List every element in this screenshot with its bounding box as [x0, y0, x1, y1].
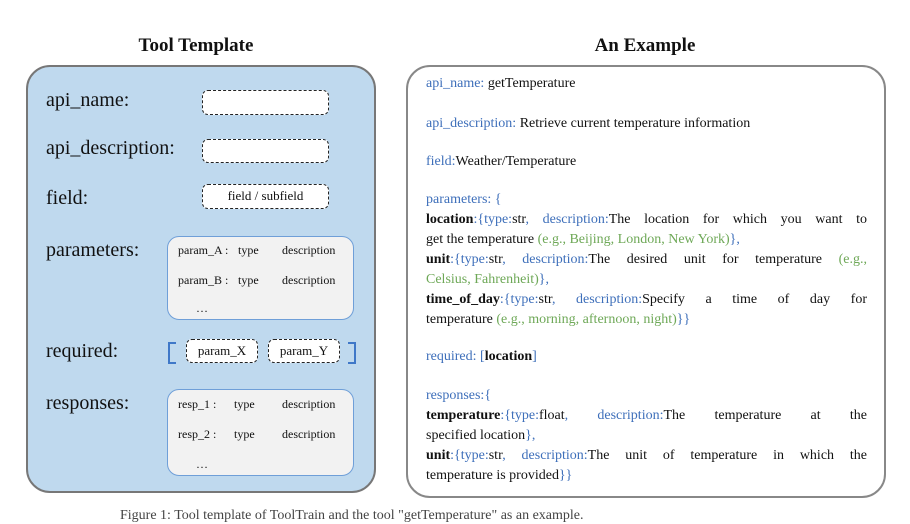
resp-type: type: [234, 427, 255, 441]
example-time-of-day-line1: time_of_day:{type:str, description:Specify a time of day for: [426, 292, 867, 307]
api-name-label: api_name:: [46, 89, 130, 111]
resp-desc: description: [282, 427, 336, 441]
param-name: param_A :: [178, 243, 229, 257]
resp-ellipsis: …: [196, 457, 208, 471]
param-desc: description: [282, 273, 336, 287]
example-resp-unit-line1: unit:{type:str, description:The unit of temperature in which the: [426, 448, 867, 463]
api-name-slot: [202, 90, 329, 115]
example-temperature-line1: temperature:{type:float, description:The temperature at the: [426, 408, 867, 423]
parameters-box: [167, 236, 354, 320]
parameters-label: parameters:: [46, 239, 140, 261]
example-api-description: api_description: Retrieve current temperature information: [426, 116, 751, 131]
example-time-of-day-line2: temperature (e.g., morning, afternoon, night)}}: [426, 312, 691, 327]
param-row: [178, 243, 345, 259]
example-parameters-open: parameters: {: [426, 192, 502, 207]
template-title: Tool Template: [138, 35, 254, 56]
figure-caption: Figure 1: Tool template of ToolTrain and the tool "getTemperature" as an example.: [120, 508, 584, 523]
required-slot: param_X: [186, 339, 258, 363]
example-temperature-line2: specified location},: [426, 428, 536, 443]
resp-row: [178, 427, 345, 443]
param-type: type: [238, 273, 259, 287]
param-name: param_B :: [178, 273, 229, 287]
resp-name: resp_2 :: [178, 427, 217, 441]
responses-box: [167, 389, 354, 476]
param-desc: description: [282, 243, 336, 257]
example-api-name: api_name: getTemperature: [426, 76, 576, 91]
required-slot: param_Y: [268, 339, 340, 363]
example-required: required: [location]: [426, 349, 537, 364]
example-panel: [406, 65, 886, 498]
tool-template-panel: [26, 65, 376, 493]
param-type: type: [238, 243, 259, 257]
example-unit-line1: unit:{type:str, description:The desired unit for temperature (e.g.,: [426, 252, 867, 267]
resp-name: resp_1 :: [178, 397, 217, 411]
example-resp-unit-line2: temperature is provided}}: [426, 468, 573, 483]
param-ellipsis: …: [196, 301, 208, 315]
example-responses-open: responses:{: [426, 388, 492, 403]
responses-label: responses:: [46, 392, 130, 414]
param-row: [178, 273, 345, 289]
example-field: field:Weather/Temperature: [426, 154, 577, 169]
api-description-label: api_description:: [46, 137, 175, 159]
example-unit-line2: Celsius, Fahrenheit)},: [426, 272, 549, 287]
left-bracket: [168, 342, 176, 364]
resp-desc: description: [282, 397, 336, 411]
field-slot: field / subfield: [202, 184, 329, 209]
resp-type: type: [234, 397, 255, 411]
example-location-line1: location:{type:str, description:The location for which you want to: [426, 212, 867, 227]
example-location-line2: get the temperature (e.g., Beijing, London, New York)},: [426, 232, 740, 247]
field-label: field:: [46, 187, 89, 209]
resp-row: [178, 397, 345, 413]
api-description-slot: [202, 139, 329, 163]
example-title: An Example: [594, 35, 696, 56]
required-label: required:: [46, 340, 119, 362]
right-bracket: [348, 342, 356, 364]
